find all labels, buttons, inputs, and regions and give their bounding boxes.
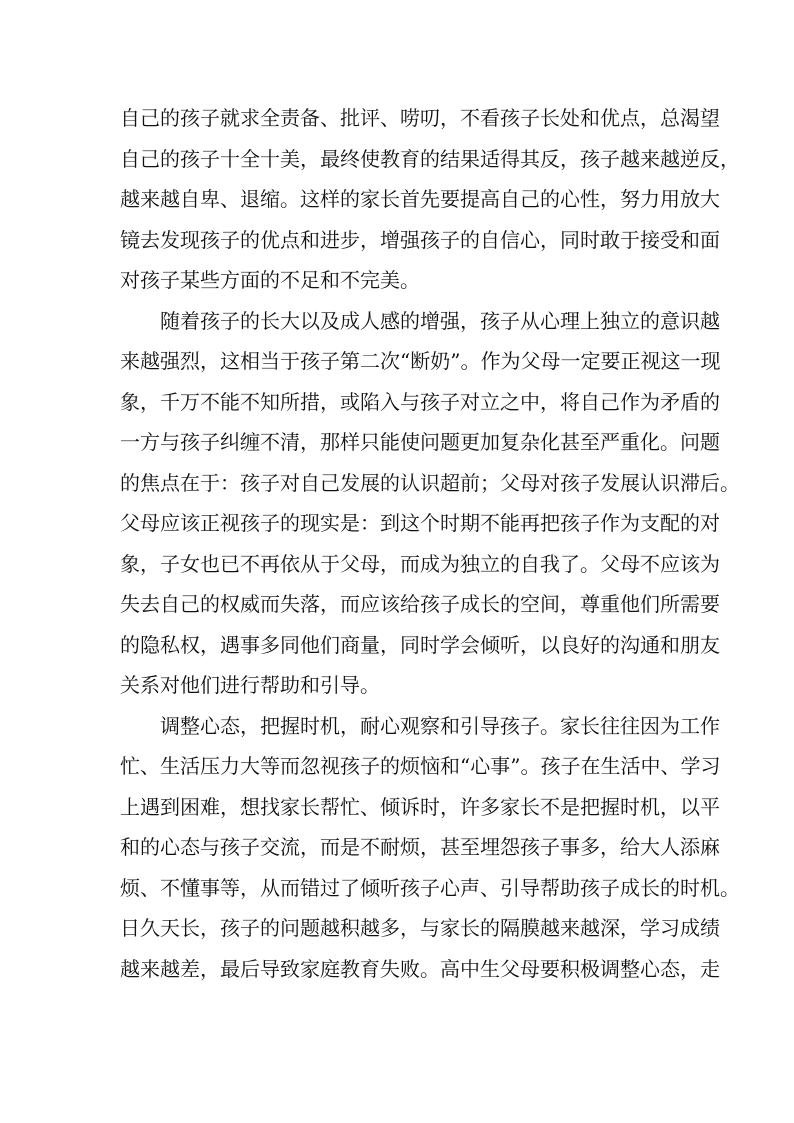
text-line: 的隐私权，遇事多同他们商量，同时学会倾听，以良好的沟通和朋友	[120, 632, 720, 657]
text-line: 和的心态与孩子交流，而是不耐烦，甚至埋怨孩子事多，给大人添麻	[120, 835, 720, 859]
text-line: 象，千万不能不知所措，或陷入与孩子对立之中，将自己作为矛盾的	[120, 389, 720, 414]
text-line: 镜去发现孩子的优点和进步，增强孩子的自信心，同时敢于接受和面	[120, 227, 720, 252]
text-line: 越来越自卑、退缩。这样的家长首先要提高自己的心性，努力用放大	[120, 187, 720, 211]
text-line: 的焦点在于：孩子对自己发展的认识超前；父母对孩子发展认识滞后。	[120, 470, 740, 495]
text-line: 一方与孩子纠缠不清，那样只能使问题更加复杂化甚至严重化。问题	[120, 430, 720, 454]
text-line: 日久天长，孩子的问题越积越多，与家长的隔膜越来越深，学习成绩	[120, 916, 720, 940]
paragraph-1	[120, 98, 740, 301]
document-body	[120, 98, 740, 989]
text-line: 来越强烈，这相当于孩子第二次“断奶”。作为父母一定要正视这一现	[120, 349, 721, 373]
text-line: 失去自己的权威而失落，而应该给孩子成长的空间，尊重他们所需要	[120, 592, 720, 616]
paragraph-3	[120, 706, 740, 990]
text-line: 越来越差，最后导致家庭教育失败。高中生父母要积极调整心态，走	[120, 956, 720, 981]
text-line: 烦、不懂事等，从而错过了倾听孩子心声、引导帮助孩子成长的时机。	[120, 875, 740, 900]
text-line: 自己的孩子就求全责备、批评、唠叨，不看孩子长处和优点，总渴望	[120, 106, 720, 130]
text-line: 上遇到困难，想找家长帮忙、倾诉时，许多家长不是把握时机，以平	[120, 794, 720, 819]
text-line: 随着孩子的长大以及成人感的增强，孩子从心理上独立的意识越	[160, 308, 720, 333]
paragraph-2	[120, 301, 740, 706]
text-line: 父母应该正视孩子的现实是：到这个时期不能再把孩子作为支配的对	[120, 511, 720, 535]
text-line: 调整心态，把握时机，耐心观察和引导孩子。家长往往因为工作	[160, 713, 720, 738]
text-line: 自己的孩子十全十美，最终使教育的结果适得其反，孩子越来越逆反，	[120, 146, 740, 171]
text-line: 关系对他们进行帮助和引导。	[120, 673, 380, 697]
text-line: 对孩子某些方面的不足和不完美。	[120, 268, 420, 292]
text-line: 忙、生活压力大等而忽视孩子的烦恼和“心事”。孩子在生活中、学习	[120, 754, 721, 778]
text-line: 象，子女也已不再依从于父母，而成为独立的自我了。父母不应该为	[120, 551, 720, 576]
